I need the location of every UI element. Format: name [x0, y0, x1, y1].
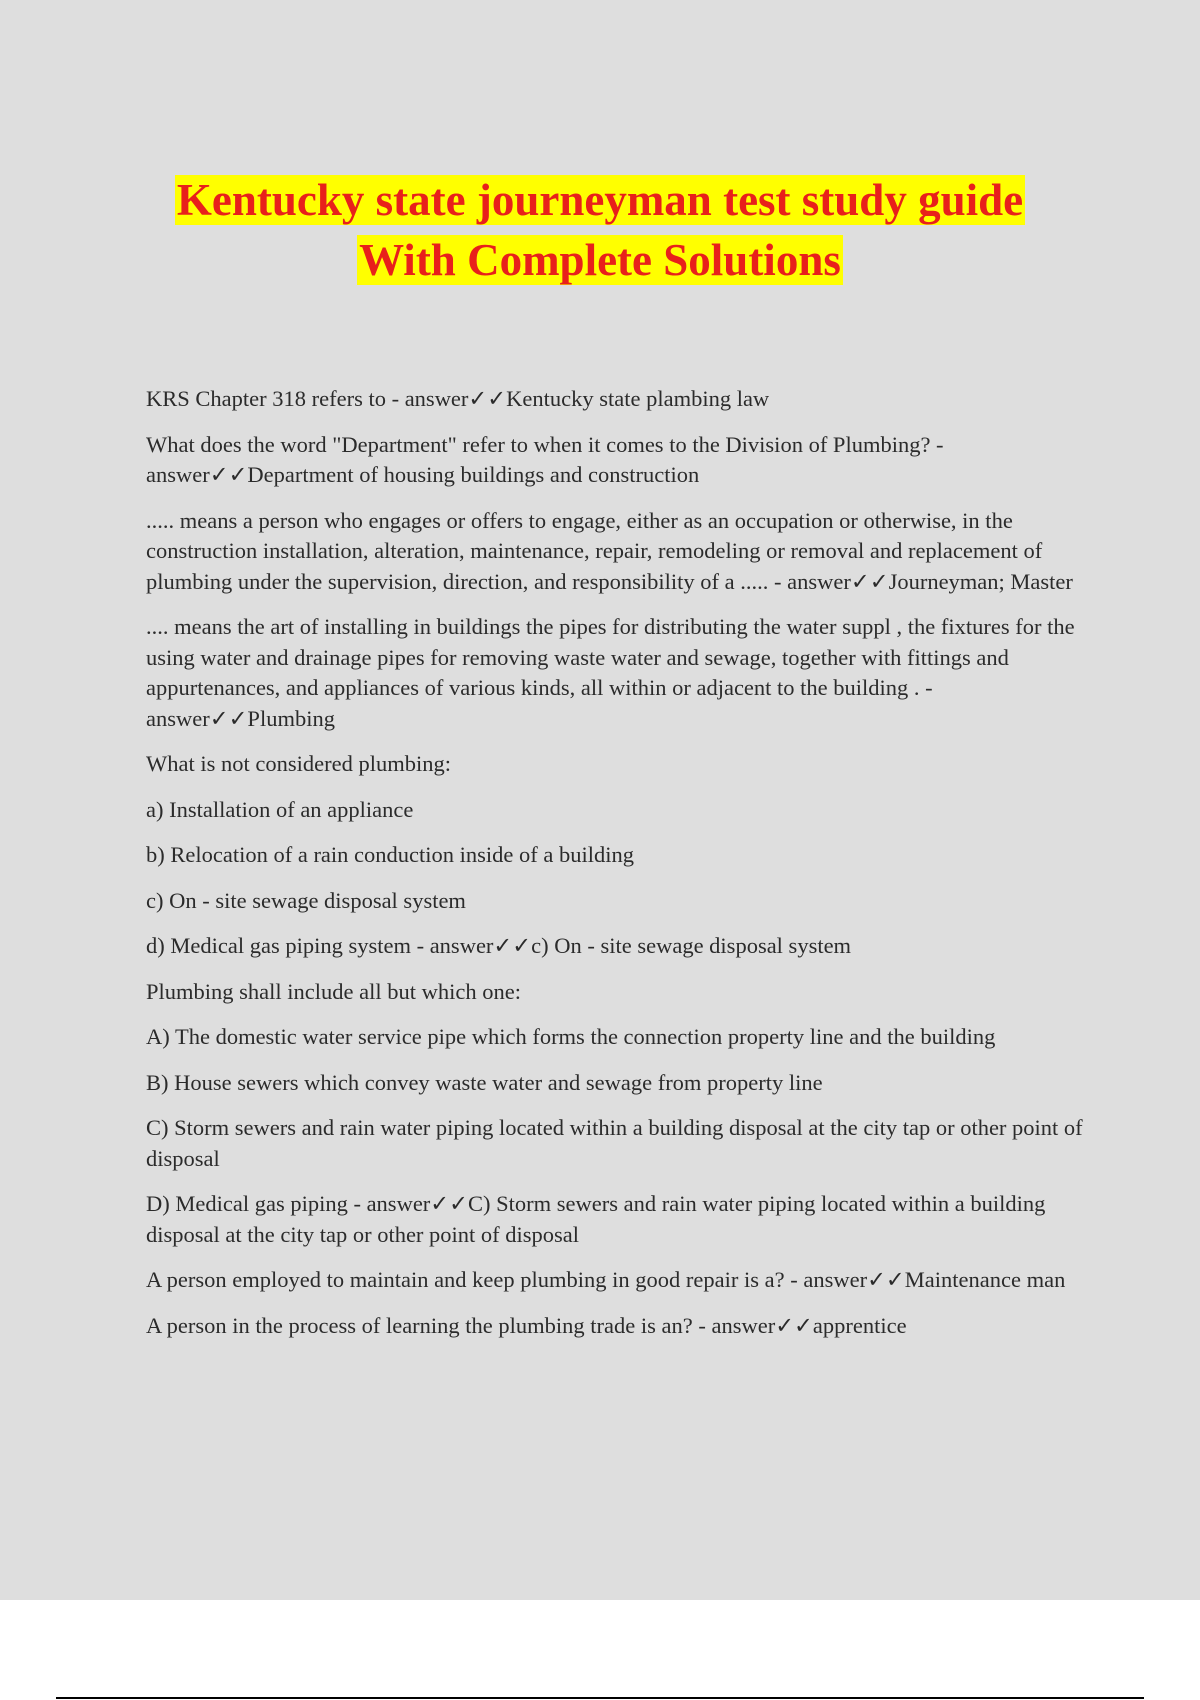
- option-a: a) Installation of an appliance: [146, 796, 414, 822]
- qa-content: [146, 384, 1096, 1356]
- option-b: b) Relocation of a rain conduction inside of a building: [146, 842, 635, 867]
- question-apprentice: A person in the process of learning the plumbing trade is an? - answer✓✓apprentice: [146, 1312, 907, 1338]
- question-plumbing-include: Plumbing shall include all but which one:: [146, 978, 521, 1004]
- question-journeyman-definition: ..... means a person who engages or offers to engage, either as an occupation or otherwise, in the construction installation, alteration, maintenance, repair, remodeling or removal and replacement of plumbing under the supervision, direction, and responsibility of a ..... - answer✓✓Journeyman; Master: [146, 507, 1073, 594]
- question-maintenance: A person employed to maintain and keep plumbing in good repair is a? - answer✓✓Maintenance man: [146, 1267, 1066, 1292]
- option-c: c) On - site sewage disposal system: [146, 887, 466, 913]
- footer-divider: [56, 1697, 1144, 1699]
- option-upper-c: C) Storm sewers and rain water piping located within a building disposal at the city tap or other point of disposal: [146, 1115, 1083, 1171]
- title-line-2: [0, 230, 1200, 290]
- title-line-1: [0, 170, 1200, 230]
- option-upper-b: B) House sewers which convey waste water and sewage from property line: [146, 1069, 823, 1095]
- title-line-2-text: With Complete Solutions: [359, 235, 841, 285]
- option-upper-d-answer: D) Medical gas piping - answer✓✓C) Storm sewers and rain water piping located within a building disposal at the city tap or other point of disposal: [146, 1191, 1046, 1247]
- question-plumbing-definition: .... means the art of installing in buildings the pipes for distributing the water suppl , the fixtures for the using water and drainage pipes for removing waste water and sewage, together with fittings and appurtenances, and appliances of various kinds, all within or adjacent to the building . - answer✓✓Plumbing: [146, 614, 1075, 731]
- question-krs-chapter: KRS Chapter 318 refers to - answer✓✓Kentucky state plambing law: [146, 386, 770, 411]
- question-not-plumbing: What is not considered plumbing:: [146, 751, 451, 776]
- title-line-1-text: Kentucky state journeyman test study guide: [176, 175, 1024, 225]
- question-department: What does the word "Department" refer to when it comes to the Division of Plumbing? - answer✓✓Department of housing buildings and construction: [146, 431, 944, 487]
- option-d-answer: d) Medical gas piping system - answer✓✓c) On - site sewage disposal system: [146, 933, 852, 958]
- option-upper-a: A) The domestic water service pipe which forms the connection property line and the building: [146, 1024, 996, 1049]
- document-title: [0, 170, 1200, 290]
